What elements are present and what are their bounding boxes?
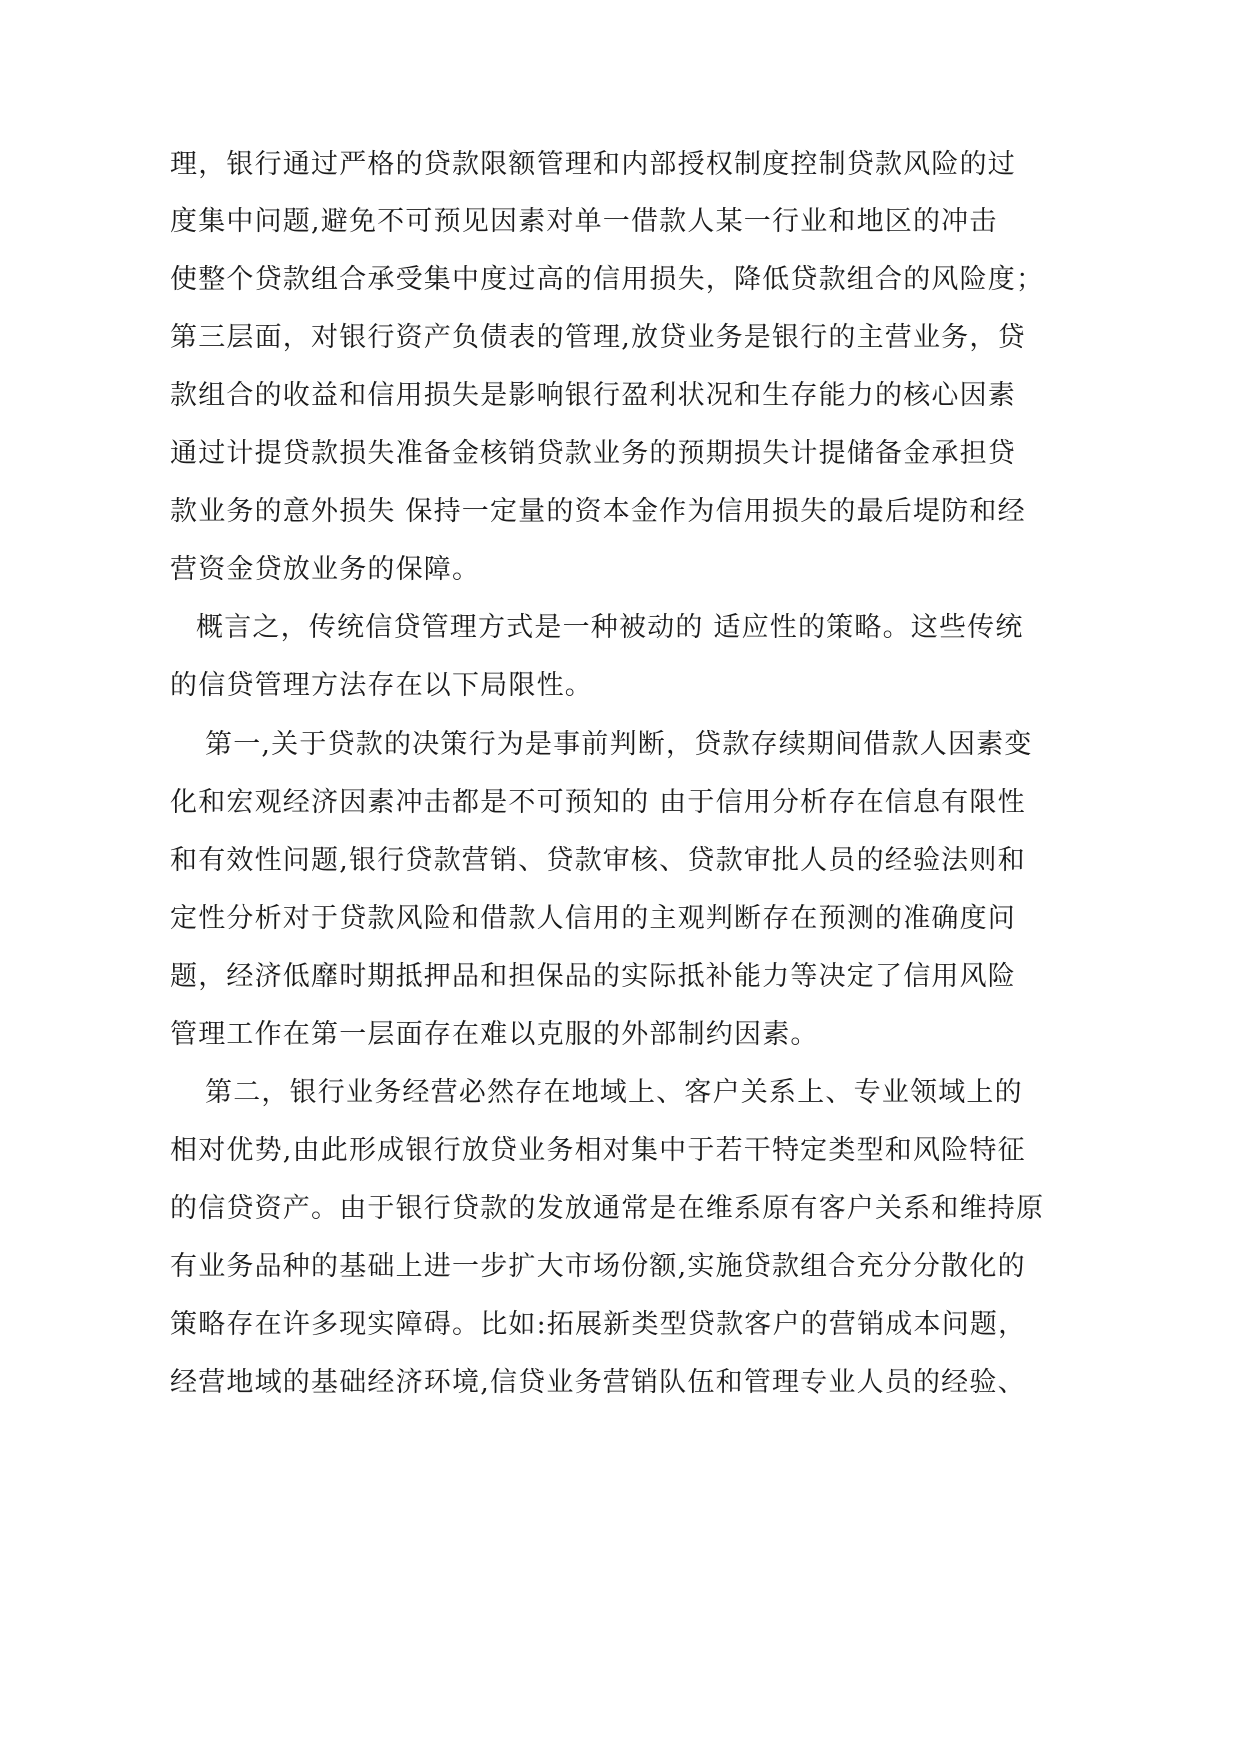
text-line: 策略存在许多现实障碍。比如:拓展新类型贷款客户的营销成本问题， (170, 1309, 1027, 1340)
text-line: 度集中问题,避免不可预见因素对单一借款人某一行业和地区的冲击 (170, 206, 998, 237)
text-line: 款组合的收益和信用损失是影响银行盈利状况和生存能力的核心因素 (170, 380, 1016, 411)
text-line: 第一,关于贷款的决策行为是事前判断，贷款存续期间借款人因素变 (205, 729, 1033, 760)
text-line: 营资金贷放业务的保障。 (170, 554, 481, 585)
text-line: 化和宏观经济因素冲击都是不可预知的 由于信用分析存在信息有限性 (170, 787, 1026, 818)
text-line: 款业务的意外损失 保持一定量的资本金作为信用损失的最后堤防和经 (170, 496, 1026, 527)
text-line: 管理工作在第一层面存在难以克服的外部制约因素。 (170, 1019, 819, 1050)
text-line: 和有效性问题,银行贷款营销、贷款审核、贷款审批人员的经验法则和 (170, 845, 1026, 876)
text-line: 相对优势,由此形成银行放贷业务相对集中于若干特定类型和风险特征 (170, 1135, 1026, 1166)
text-line: 题，经济低靡时期抵押品和担保品的实际抵补能力等决定了信用风险 (170, 961, 1016, 992)
text-line: 的信贷管理方法存在以下局限性。 (170, 670, 593, 701)
text-line: 的信贷资产。由于银行贷款的发放通常是在维系原有客户关系和维持原 (170, 1193, 1045, 1224)
text-line: 经营地域的基础经济环境,信贷业务营销队伍和管理专业人员的经验、 (170, 1367, 1026, 1398)
text-line: 第二，银行业务经营必然存在地域上、客户关系上、专业领域上的 (205, 1077, 1023, 1108)
text-line: 定性分析对于贷款风险和借款人信用的主观判断存在预测的准确度问 (170, 903, 1016, 934)
text-line: 有业务品种的基础上进一步扩大市场份额,实施贷款组合充分分散化的 (170, 1251, 1026, 1282)
text-line: 概言之，传统信贷管理方式是一种被动的 适应性的策略。这些传统 (196, 612, 1024, 643)
text-line: 通过计提贷款损失准备金核销贷款业务的预期损失计提储备金承担贷 (170, 438, 1016, 469)
text-line: 第三层面，对银行资产负债表的管理,放贷业务是银行的主营业务，贷 (170, 322, 1026, 353)
text-line: 理，银行通过严格的贷款限额管理和内部授权制度控制贷款风险的过 (170, 149, 1016, 180)
text-line: 使整个贷款组合承受集中度过高的信用损失，降低贷款组合的风险度； (170, 264, 1045, 295)
